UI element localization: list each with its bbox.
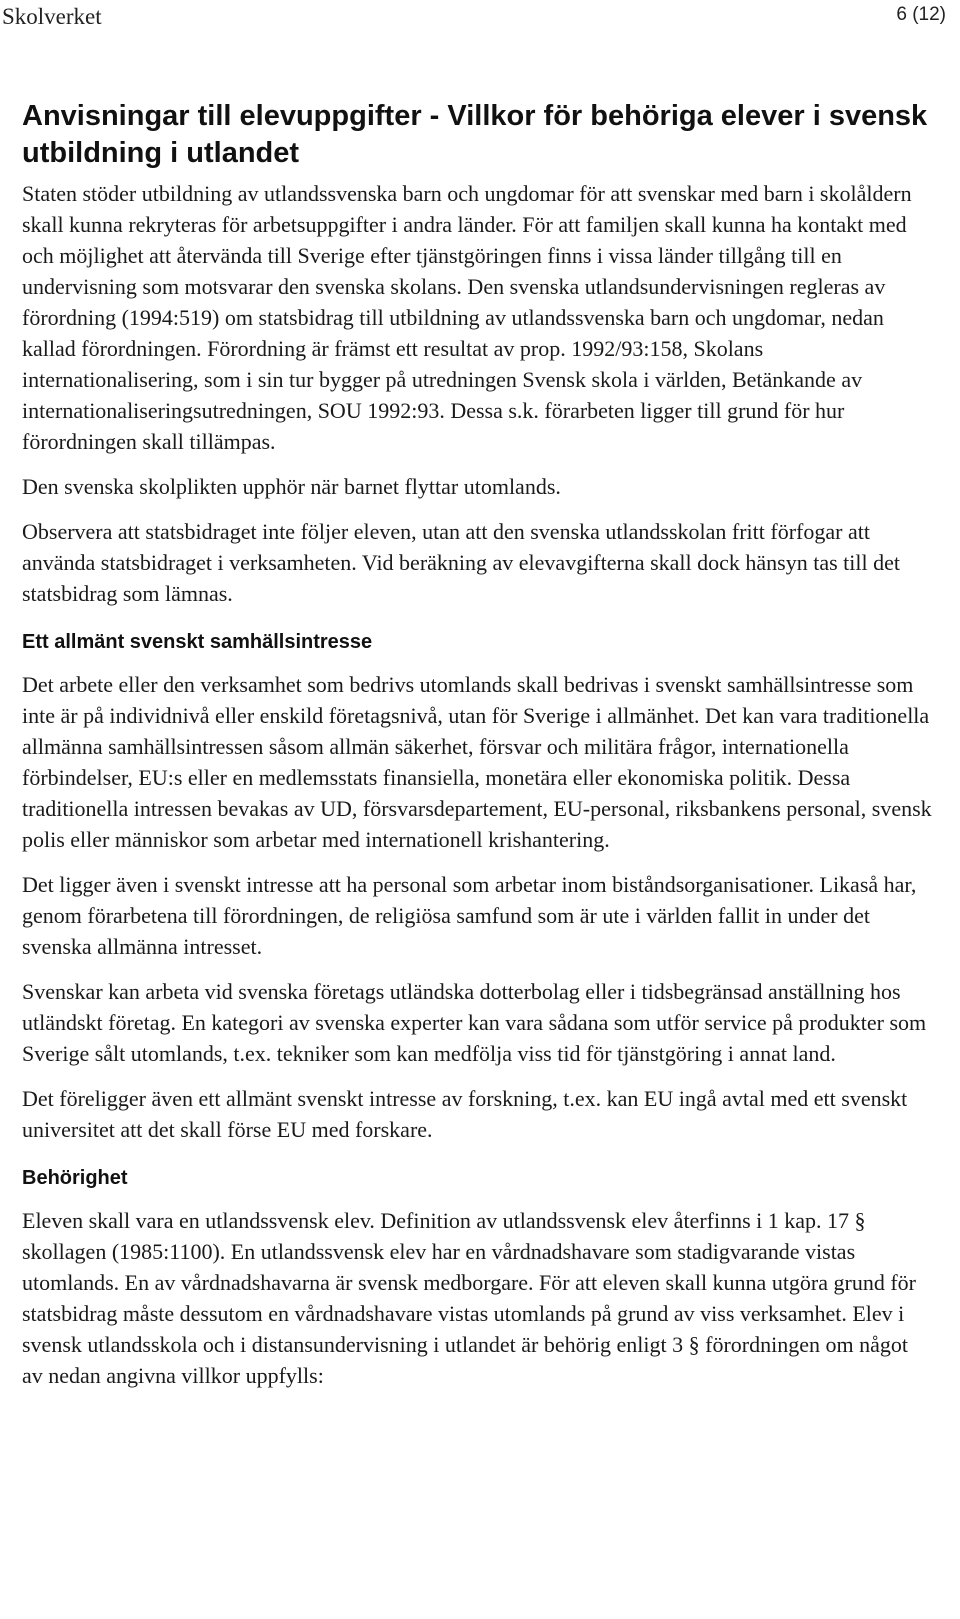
brand-name: Skolverket xyxy=(2,4,102,29)
page-header xyxy=(0,0,960,36)
intro-paragraph: Den svenska skolplikten upphör när barnet flyttar utomlands. xyxy=(22,474,561,499)
document-title: Anvisningar till elevuppgifter - Villkor för behöriga elever i svensk utbildning i utlandet xyxy=(22,100,928,169)
section-heading-samhallsintresse: Ett allmänt svenskt samhällsintresse xyxy=(22,631,373,653)
section-paragraph: Det arbete eller den verksamhet som bedrivs utomlands skall bedrivas i svenskt samhällsintresse som inte är på individnivå eller enskild företagsnivå, utan för Sverige i allmänhet. Det kan vara traditionella allmänna samhällsintressen såsom allmän säkerhet, försvar och militära frågor, internationella förbindelser, EU:s eller en medlemsstats finansiella, monetära eller ekonomiska politik. Dessa traditionella intressen bevakas av UD, försvarsdepartement, EU-personal, riksbankens personal, svensk polis eller människor som arbetar med internationell krishantering. xyxy=(22,672,932,852)
section-heading-behorighet: Behörighet xyxy=(22,1167,128,1189)
intro-paragraph: Observera att statsbidraget inte följer eleven, utan att den svenska utlandsskolan fritt förfogar att använda statsbidraget i verksamheten. Vid beräkning av elevavgifterna skall dock hänsyn tas till det statsbidrag som lämnas. xyxy=(22,519,901,606)
section-paragraph: Det ligger även i svenskt intresse att ha personal som arbetar inom biståndsorganisationer. Likaså har, genom förarbetena till förordningen, de religiösa samfund som är ute i världen fallit in under det svenska allmänna intresset. xyxy=(22,872,917,959)
section-paragraph: Det föreligger även ett allmänt svenskt intresse av forskning, t.ex. kan EU ingå avtal med ett svenskt universitet att det skall förse EU med forskare. xyxy=(22,1086,908,1142)
page-number: 6 (12) xyxy=(896,4,946,25)
section-paragraph: Svenskar kan arbeta vid svenska företags utländska dotterbolag eller i tidsbegränsad anställning hos utländskt företag. En kategori av svenska experter kan vara sådana som utför service på produkter som Sverige sålt utomlands, t.ex. tekniker som kan medfölja viss tid för tjänstgöring i annat land. xyxy=(22,979,927,1066)
document-body xyxy=(22,98,934,1405)
intro-paragraph: Staten stöder utbildning av utlandssvenska barn och ungdomar för att svenskar med barn i skolåldern skall kunna rekryteras för arbetsuppgifter i andra länder. För att familjen skall kunna ha kontakt med och möjlighet att återvända till Sverige efter tjänstgöringen finns i vissa länder tillgång till en undervisning som motsvarar den svenska skolans. Den svenska utlandsundervisningen regleras av förordning (1994:519) om statsbidrag till utbildning av utlandssvenska barn och ungdomar, nedan kallad förordningen. Förordning är främst ett resultat av prop. 1992/93:158, Skolans internationalisering, som i sin tur bygger på utredningen Svensk skola i världen, Betänkande av internationaliseringsutredningen, SOU 1992:93. Dessa s.k. förarbeten ligger till grund för hur förordningen skall tillämpas. xyxy=(22,181,912,454)
section-paragraph: Eleven skall vara en utlandssvensk elev. Definition av utlandssvensk elev återfinns i 1 kap. 17 § skollagen (1985:1100). En utlandssvensk elev har en vårdnadshavare som stadigvarande vistas utomlands. En av vårdnadshavarna är svensk medborgare. För att eleven skall kunna utgöra grund för statsbidrag måste dessutom en vårdnadshavare vistas utomlands på grund av viss verksamhet. Elev i svensk utlandsskola och i distansundervisning i utlandet är behörig enligt 3 § förordningen om något av nedan angivna villkor uppfylls: xyxy=(22,1208,916,1388)
